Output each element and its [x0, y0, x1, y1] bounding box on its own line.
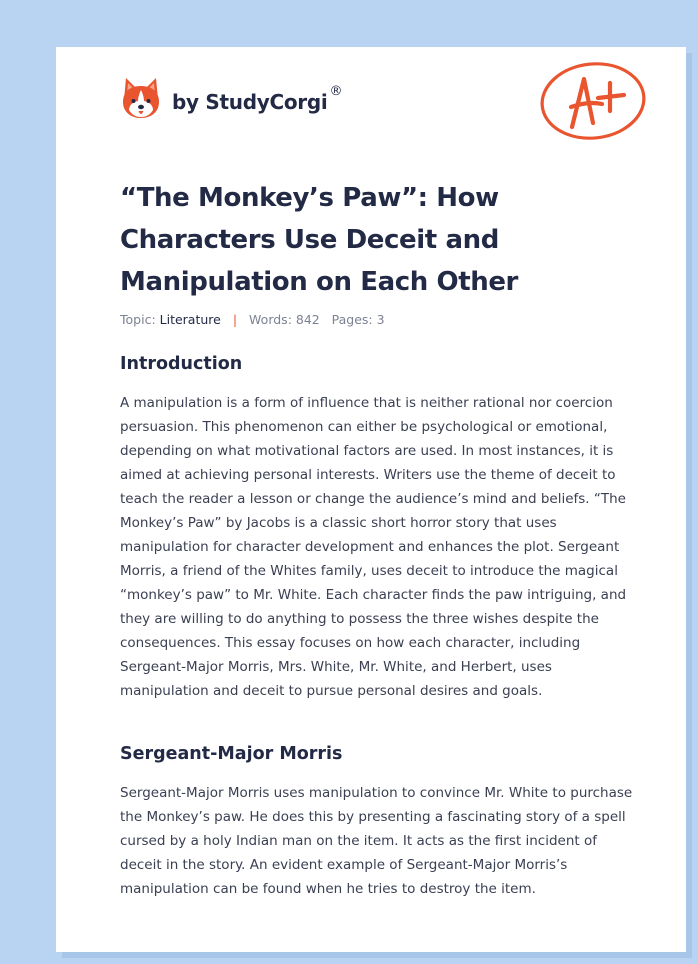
- document-page: [56, 47, 686, 952]
- article-meta: [120, 312, 385, 327]
- brand-name-text: by StudyCorgi: [172, 90, 328, 114]
- registered-mark: ®: [329, 84, 343, 99]
- word-count: Words: 842: [249, 312, 320, 327]
- section-paragraph-sergeant-major-morris: Sergeant-Major Morris uses manipulation to convince Mr. White to purchase the Monkey’s paw. He does this by presenting a fascinating story of a spell cursed by a holy Indian man on the item. It acts as the first incident of deceit in the story. An evident example of Sergeant-Major Morris’s manipulation can be found when he tries to destroy the item.: [120, 785, 633, 897]
- grade-badge-a-plus: [538, 59, 648, 141]
- meta-separator: |: [232, 312, 238, 327]
- topic-label: Topic:: [120, 312, 156, 327]
- article-title: “The Monkey’s Paw”: How Characters Use Deceit and Manipulation on Each Other: [120, 183, 518, 297]
- corgi-icon: [120, 76, 162, 122]
- topic-link[interactable]: Literature: [159, 312, 221, 327]
- section-heading-sergeant-major-morris: Sergeant-Major Morris: [120, 744, 343, 764]
- page-count: Pages: 3: [331, 312, 385, 327]
- section-heading-introduction: Introduction: [120, 354, 243, 374]
- studycorgi-logo[interactable]: [120, 76, 342, 122]
- section-paragraph-introduction: A manipulation is a form of influence that is neither rational nor coercion persuasion. This phenomenon can either be psychological or emotional, depending on what motivational factors are used. In most instances, it is aimed at achieving personal interests. Writers use the theme of deceit to teach the reader a lesson or change the audience’s mind and beliefs. “The Monkey’s Paw” by Jacobs is a classic short horror story that uses manipulation for character development and enhances the plot. Sergeant Morris, a friend of the Whites family, uses deceit to introduce the magical “monkey’s paw” to Mr. White. Each character finds the paw intriguing, and they are willing to do anything to possess the three wishes despite the consequences. This essay focuses on how each character, including Sergeant-Major Morris, Mrs. White, Mr. White, and Herbert, uses manipulation and deceit to pursue personal desires and goals.: [120, 395, 627, 699]
- brand-name: [172, 84, 343, 114]
